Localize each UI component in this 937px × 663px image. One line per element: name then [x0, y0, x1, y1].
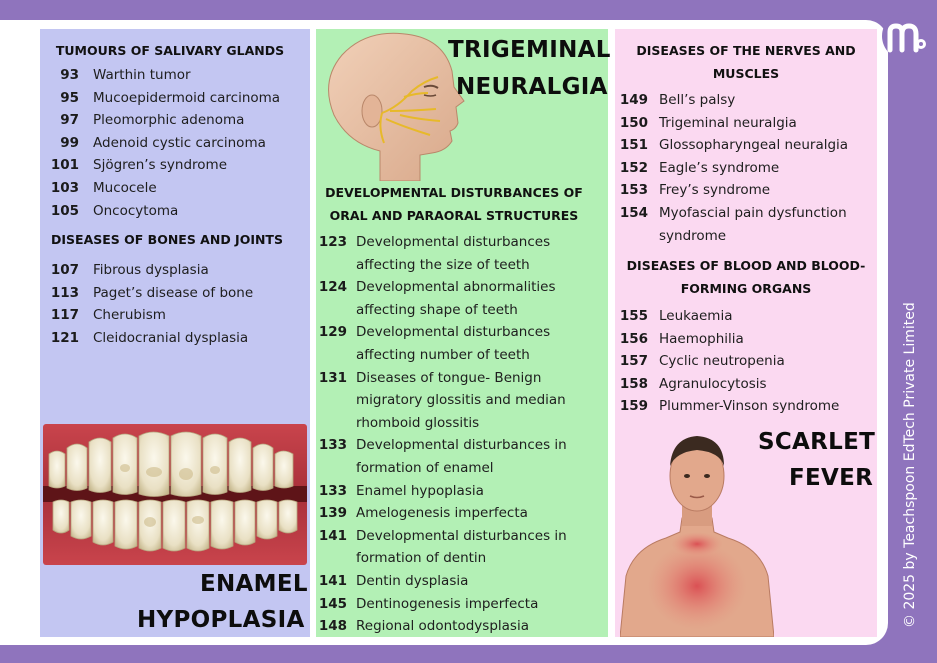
list-item: 149 Bell’s palsy: [619, 92, 736, 108]
list-item: 148 Regional odontodysplasia: [318, 618, 529, 635]
list-item: 95 Mucoepidermoid carcinoma: [60, 89, 281, 106]
list-item: 157 Cyclic neutropenia: [619, 353, 785, 370]
copyright-notice: © 2025 by Teachspoon EdTech Private Limited: [902, 302, 918, 628]
list-item: 155 Leukaemia: [619, 308, 733, 324]
scarlet-fever-title-line2: FEVER: [789, 465, 874, 491]
list-item: 133 Enamel hypoplasia: [318, 482, 484, 499]
nerves-muscles-heading-line2: MUSCLES: [712, 66, 780, 81]
list-item: 153 Frey’s syndrome: [619, 182, 771, 199]
list-item: 139 Amelogenesis imperfecta: [318, 505, 528, 522]
list-item: 159 Plummer-Vinson syndrome: [619, 398, 840, 415]
list-item: 107 Fibrous dysplasia: [50, 262, 209, 278]
developmental-disturbances-heading-line2: ORAL AND PARAORAL STRUCTURES: [329, 208, 579, 223]
nerves-muscles-heading-line1: DISEASES OF THE NERVES AND: [636, 43, 856, 58]
developmental-disturbances-list: [316, 231, 606, 638]
list-item: 141 Developmental disturbances in formation of dentin: [318, 527, 567, 567]
list-item: 121 Cleidocranial dysplasia: [50, 329, 249, 346]
list-item: 141 Dentin dysplasia: [318, 572, 469, 589]
blood-organs-list: [617, 305, 875, 418]
list-item: 105 Oncocytoma: [50, 202, 179, 219]
list-item: 129 Developmental disturbances affecting number of teeth: [318, 324, 551, 363]
trigeminal-title-line2: NEURALGIA: [456, 74, 608, 100]
list-item: 152 Eagle’s syndrome: [619, 159, 780, 176]
list-item: 117 Cherubism: [50, 307, 166, 324]
bones-joints-heading: DISEASES OF BONES AND JOINTS: [51, 232, 283, 247]
list-item: 97 Pleomorphic adenoma: [60, 112, 245, 129]
list-item: 101 Sjögren’s syndrome: [50, 157, 227, 174]
trigeminal-title-line1: TRIGEMINAL: [448, 37, 611, 63]
list-item: 158 Agranulocytosis: [619, 375, 767, 392]
scarlet-fever-illustration: [620, 426, 774, 637]
list-item: 131 Diseases of tongue- Benign migratory glossitis and median rhomboid glossitis: [318, 369, 566, 431]
list-item: 103 Mucocele: [50, 179, 157, 196]
bones-joints-list: [44, 259, 306, 349]
blood-organs-heading-line1: DISEASES OF BLOOD AND BLOOD-: [626, 258, 866, 273]
list-item: 156 Haemophilia: [619, 330, 744, 347]
enamel-hypoplasia-title-line1: ENAMEL: [200, 571, 308, 597]
scarlet-fever-title-line1: SCARLET: [758, 429, 876, 455]
nerves-muscles-list: [617, 89, 875, 247]
medistudygo-logo: [880, 10, 932, 62]
list-item: 124 Developmental abnormalities affecting shape of teeth: [318, 279, 556, 318]
blood-organs-heading-line2: FORMING ORGANS: [680, 281, 812, 296]
list-item: 123 Developmental disturbances affecting the size of teeth: [318, 234, 551, 273]
developmental-disturbances-heading-line1: DEVELOPMENTAL DISTURBANCES OF: [325, 185, 583, 200]
list-item: 151 Glossopharyngeal neuralgia: [619, 137, 849, 154]
list-item: 150 Trigeminal neuralgia: [619, 114, 797, 131]
enamel-hypoplasia-title-line2: HYPOPLASIA: [137, 607, 305, 633]
list-item: 113 Paget’s disease of bone: [50, 284, 254, 301]
salivary-glands-heading: TUMOURS OF SALIVARY GLANDS: [55, 43, 285, 58]
list-item: 145 Dentinogenesis imperfecta: [318, 595, 539, 612]
trigeminal-head-illustration: [320, 31, 466, 181]
list-item: 93 Warthin tumor: [60, 67, 191, 83]
list-item: 154 Myofascial pain dysfunction syndrome: [619, 204, 847, 244]
salivary-glands-list: [44, 64, 306, 222]
list-item: 99 Adenoid cystic carcinoma: [60, 134, 266, 151]
enamel-hypoplasia-illustration: [43, 424, 307, 565]
list-item: 133 Developmental disturbances in formation of enamel: [318, 437, 567, 476]
